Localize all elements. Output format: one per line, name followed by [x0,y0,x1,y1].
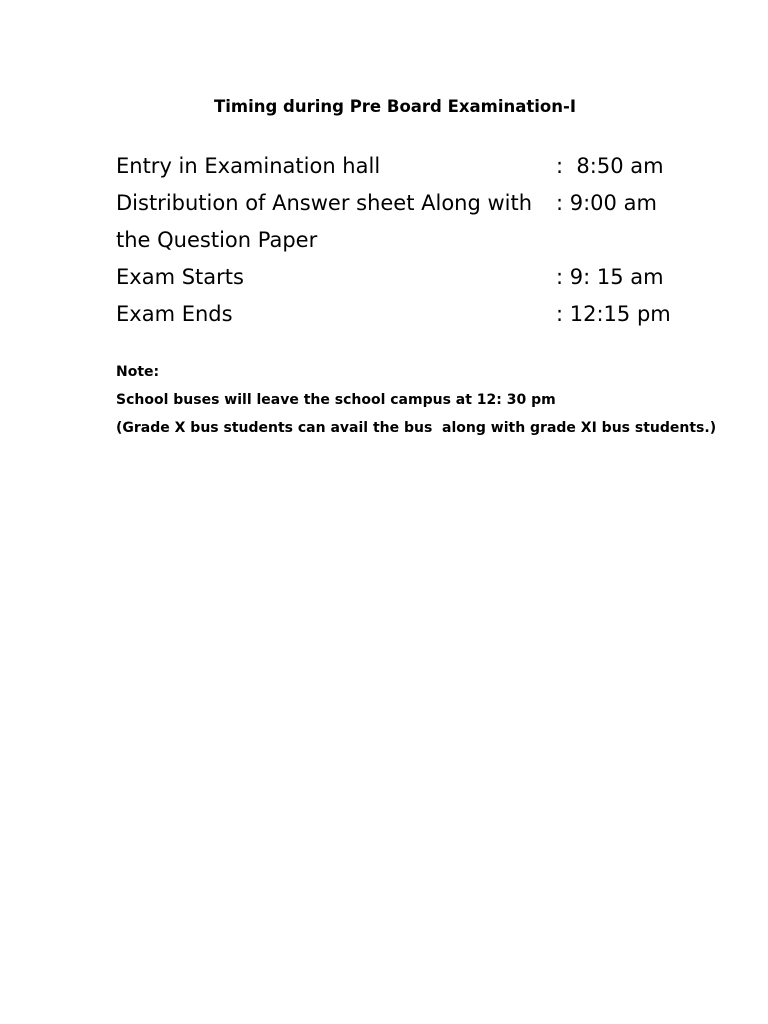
schedule-label: Exam Starts [116,265,244,289]
schedule-time: : 9:00 am [556,191,657,215]
note-heading: Note: [116,364,160,380]
schedule-label: Distribution of Answer sheet Along with the Question Paper [116,191,533,252]
schedule-time: : 8:50 am [556,154,664,178]
schedule-time: : 9: 15 am [556,265,664,289]
schedule-row-exam-ends [116,296,716,333]
note-section [116,358,756,442]
document-title: Timing during Pre Board Examination-I [213,97,576,116]
schedule-label: Exam Ends [116,302,233,326]
schedule-row-entry [116,148,716,185]
schedule-label: Entry in Examination hall [116,154,381,178]
schedule-list [116,148,716,333]
schedule-row-distribution [116,185,716,259]
note-line-bus-grades: (Grade X bus students can avail the bus along with grade XI bus students.) [116,420,717,436]
note-line-bus-time: School buses will leave the school campus at 12: 30 pm [116,392,556,408]
schedule-time: : 12:15 pm [556,302,671,326]
schedule-row-exam-starts [116,259,716,296]
